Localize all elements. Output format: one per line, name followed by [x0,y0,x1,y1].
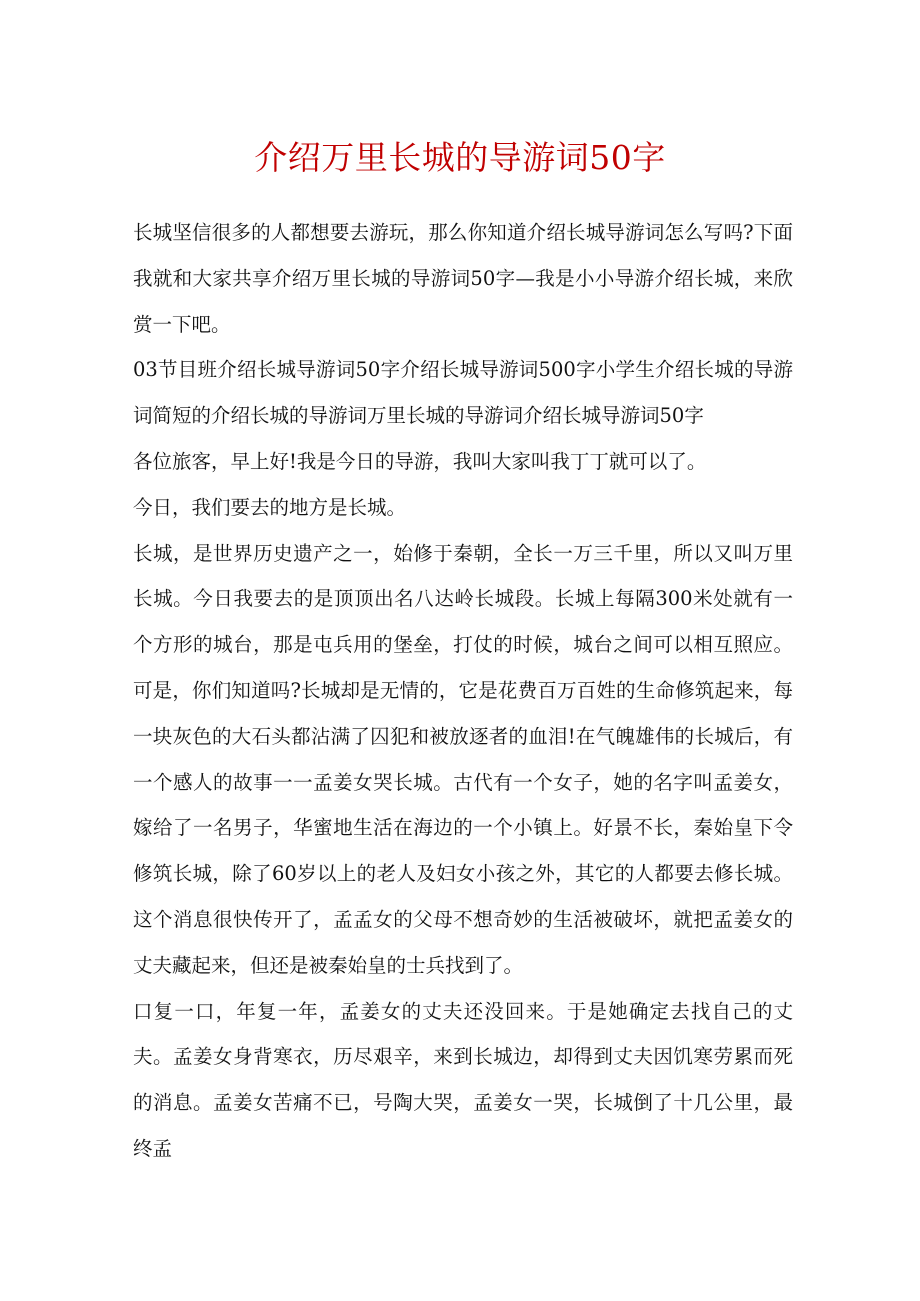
document-title: 介绍万里长城的导游词50字 [254,138,666,177]
paragraph-greeting: 各位旅客，早上好!我是今日的导游，我叫大家叫我丁丁就可以了。 [133,449,707,473]
document-body [133,210,793,1172]
paragraph-history: 长城，是世界历史遗产之一，始修于秦朝，全长一万三千里，所以又叫万里长城。今日我要去的是顶顶出名八达岭长城段。长城上每隔300米处就有一个方形的城台，那是屯兵用的堡垒，打仗的时候，城台之间可以相互照应。可是，你们知道吗?长城却是无情的，它是花费百万百姓的生命修筑起来，每一块灰色的大石头都沾满了囚犯和被放逐者的血泪!在气魄雄伟的长城后，有一个感人的故事一一孟姜女哭长城。古代有一个女子，她的名字叫孟姜女，嫁给了一名男子，华蜜地生活在海边的一个小镇上。好景不长，秦始皇下令修筑长城，除了60岁以上的老人及妇女小孩之外，其它的人都要去修长城。这个消息很快传开了，孟孟女的父母不想奇妙的生活被破坏，就把孟姜女的丈夫藏起来，但还是被秦始皇的士兵找到了。 [133,541,793,977]
paragraph-destination: 今日，我们要去的地方是长城。 [133,495,407,519]
paragraph-intro: 长城坚信很多的人都想要去游玩，那么你知道介绍长城导游词怎么写吗?下面我就和大家共享介绍万里长城的导游词50字—我是小小导游介绍长城，来欣赏一下吧。 [133,221,793,336]
paragraph-story: 口复一口，年复一年，孟姜女的丈夫还没回来。于是她确定去找自己的丈夫。孟姜女身背寒衣，历尽艰辛，来到长城边，却得到丈夫因饥寒劳累而死的消息。孟姜女苦痛不已，号陶大哭，孟姜女一哭，长城倒了十几公里，最终孟 [133,999,793,1160]
paragraph-keywords: 03节目班介绍长城导游词50字介绍长城导游词500字小学生介绍长城的导游词简短的介绍长城的导游词万里长城的导游词介绍长城导游词50字 [133,358,793,428]
